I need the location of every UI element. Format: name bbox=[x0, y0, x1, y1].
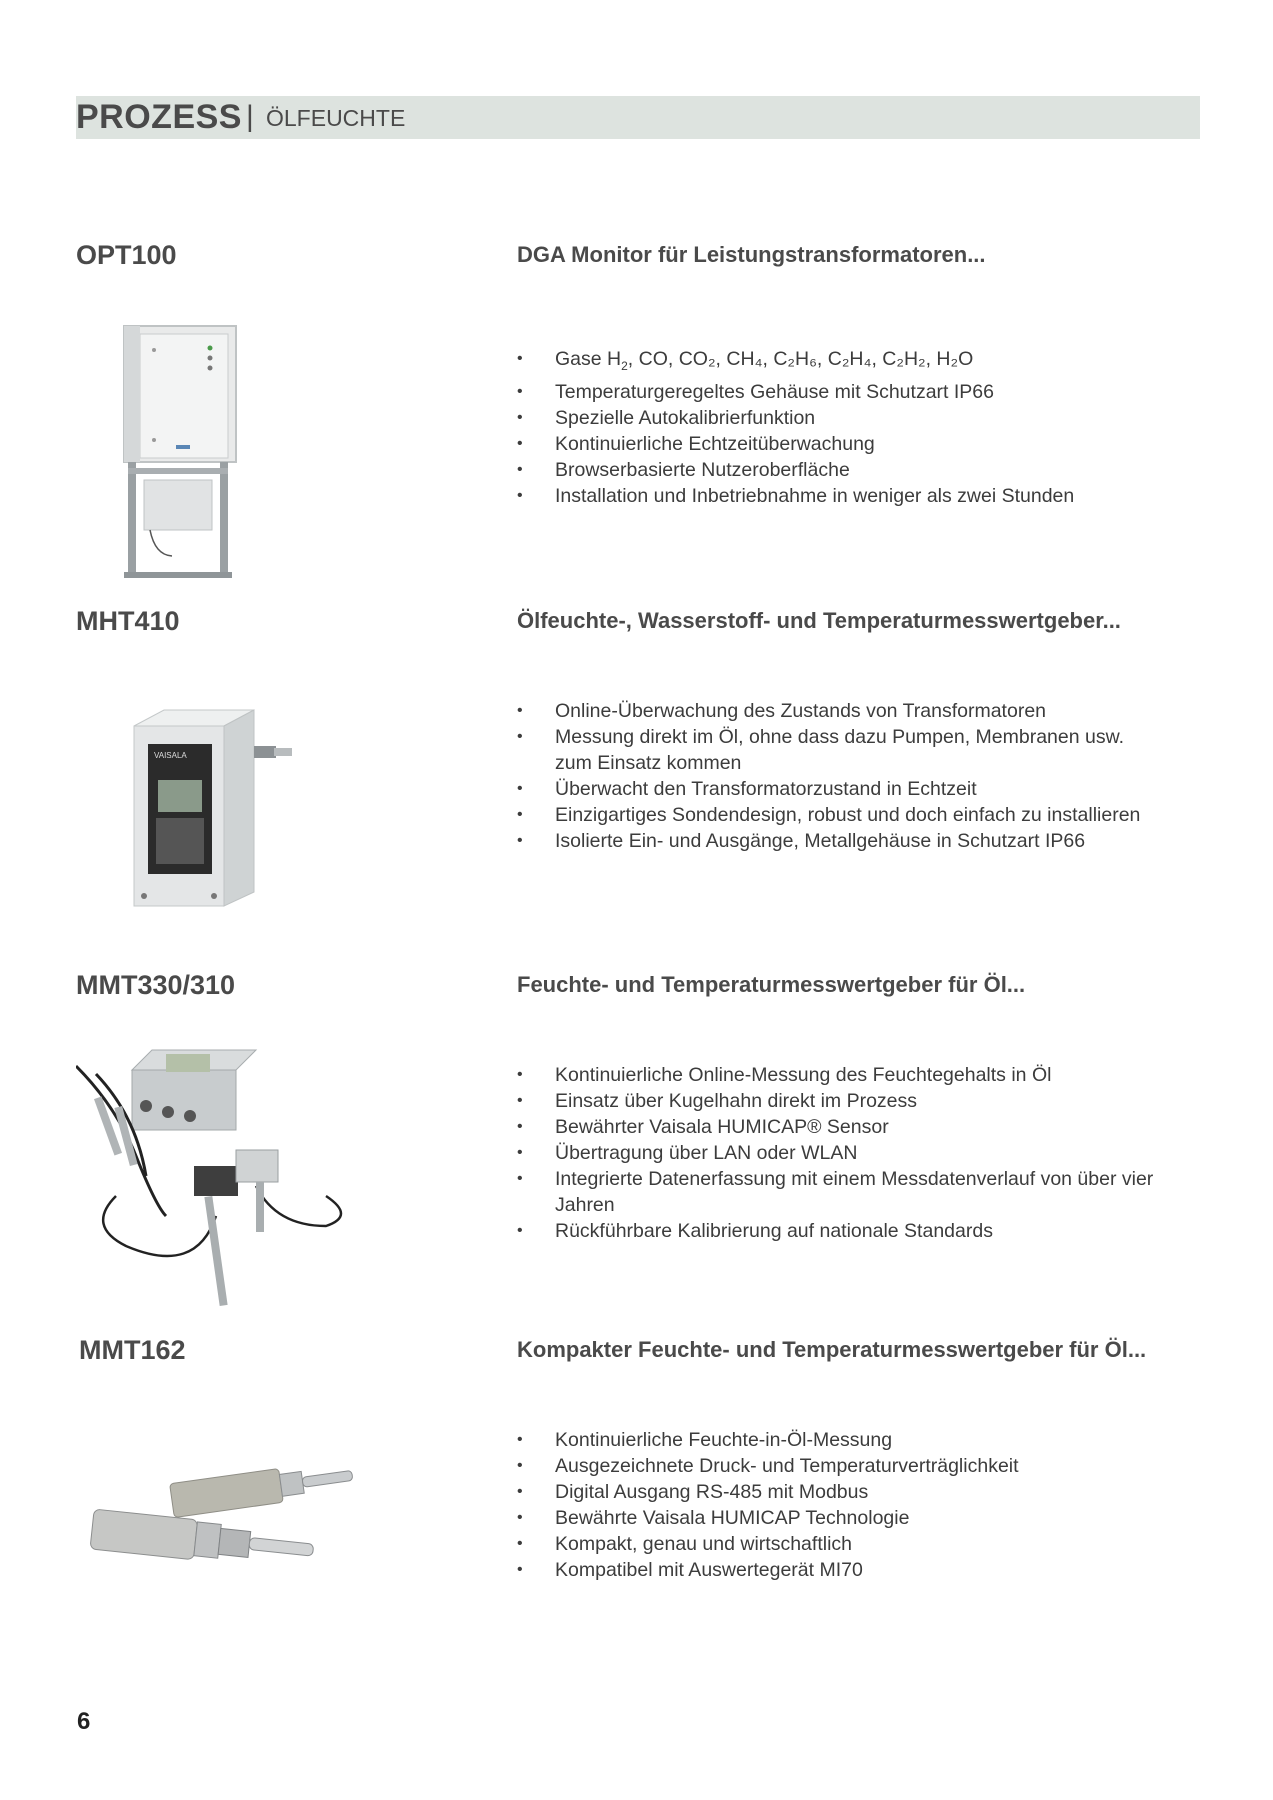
list-item: • Temperaturgeregeltes Gehäuse mit Schutzart IP66 bbox=[517, 380, 994, 403]
feature-list bbox=[517, 1062, 1157, 1244]
list-item: • Gase $H_2$, CO, CO₂, CH₄, C₂H₆, C₂H₄, C₂H₂, H₂O bbox=[517, 348, 974, 373]
list-item: • Spezielle Autokalibrierfunktion bbox=[517, 406, 816, 429]
page-title: PROZESS bbox=[76, 98, 242, 136]
product-model: MMT330/310 bbox=[76, 970, 236, 1000]
list-item: • Kontinuierliche Echtzeitüberwachung bbox=[517, 432, 875, 455]
product-model: OPT100 bbox=[76, 240, 177, 270]
product-subtitle: DGA Monitor für Leistungstransformatoren... bbox=[517, 242, 986, 267]
list-item: • Einzigartiges Sondendesign, robust und doch einfach zu installieren bbox=[517, 804, 1141, 826]
list-item: • Kompatibel mit Auswertegerät MI70 bbox=[517, 1559, 863, 1581]
brand-label: VAISALA bbox=[154, 751, 187, 760]
product-subtitle: Feuchte- und Temperaturmesswertgeber für Öl... bbox=[517, 972, 1026, 997]
header-band bbox=[76, 96, 1200, 139]
list-item: • Kontinuierliche Feuchte-in-Öl-Messung bbox=[517, 1429, 893, 1451]
opt100-cabinet-image bbox=[110, 320, 250, 580]
list-item: • Integrierte Datenerfassung mit einem Messdatenverlauf von über vier Jahren bbox=[517, 1168, 1154, 1216]
page-subtitle: ÖLFEUCHTE bbox=[266, 105, 406, 131]
product-subtitle: Ölfeuchte-, Wasserstoff- und Temperaturmesswertgeber... bbox=[517, 608, 1121, 633]
list-item: • Installation und Inbetriebnahme in weniger als zwei Stunden bbox=[517, 484, 1075, 507]
mmt330-set-image bbox=[76, 1046, 346, 1311]
list-item: • Kontinuierliche Online-Messung des Feuchtegehalts in Öl bbox=[517, 1064, 1052, 1086]
list-item: • Bewährte Vaisala HUMICAP Technologie bbox=[517, 1507, 910, 1529]
gas-subscript: 2 bbox=[621, 358, 628, 373]
list-item: • Bewährter Vaisala HUMICAP® Sensor bbox=[517, 1116, 889, 1138]
list-item: • Einsatz über Kugelhahn direkt im Prozess bbox=[517, 1090, 918, 1112]
product-model: MHT410 bbox=[76, 606, 180, 636]
feature-list bbox=[517, 346, 1157, 509]
list-item: • Ausgezeichnete Druck- und Temperaturverträglichkeit bbox=[517, 1455, 1019, 1477]
mht410-transmitter-image bbox=[124, 706, 294, 916]
list-item: • Kompakt, genau und wirtschaftlich bbox=[517, 1533, 852, 1555]
header-separator: | bbox=[246, 100, 254, 133]
list-item: • Übertragung über LAN oder WLAN bbox=[517, 1142, 858, 1164]
gas-prefix: Gase H bbox=[555, 348, 622, 370]
list-item: • Digital Ausgang RS-485 mit Modbus bbox=[517, 1481, 869, 1503]
list-item: • Messung direkt im Öl, ohne dass dazu Pumpen, Membranen usw. zum Einsatz kommen bbox=[517, 726, 1125, 774]
list-item: • Rückführbare Kalibrierung auf nationale Standards bbox=[517, 1220, 993, 1242]
product-model: MMT162 bbox=[79, 1335, 186, 1365]
list-item: • Online-Überwachung des Zustands von Transformatoren bbox=[517, 700, 1047, 722]
page-number: 6 bbox=[77, 1708, 91, 1735]
list-item: • Isolierte Ein- und Ausgänge, Metallgehäuse in Schutzart IP66 bbox=[517, 830, 1086, 852]
list-item: • Überwacht den Transformatorzustand in Echtzeit bbox=[517, 778, 977, 800]
product-subtitle: Kompakter Feuchte- und Temperaturmesswertgeber für Öl... bbox=[517, 1337, 1147, 1362]
list-item: • Browserbasierte Nutzeroberfläche bbox=[517, 458, 850, 481]
feature-list bbox=[517, 698, 1157, 854]
feature-list bbox=[517, 1427, 1157, 1583]
mmt162-probes-image bbox=[86, 1465, 376, 1595]
gas-rest: , CO, CO₂, CH₄, C₂H₆, C₂H₄, C₂H₂, H₂O bbox=[627, 348, 974, 370]
